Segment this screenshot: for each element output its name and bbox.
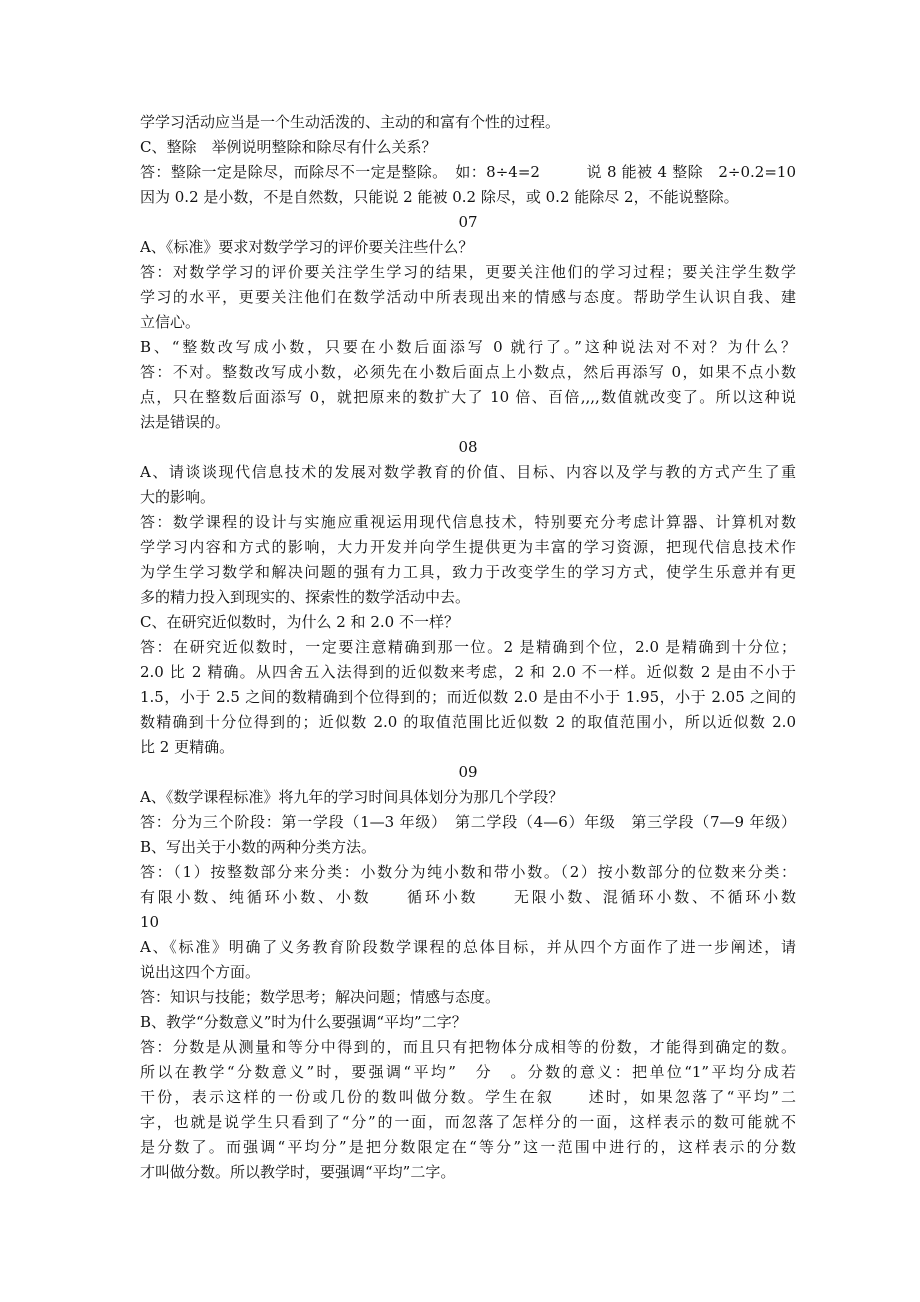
text-line: A、请谈谈现代信息技术的发展对数学教育的价值、目标、内容以及学与教的方式产生了重 — [140, 463, 796, 481]
text-line: 说出这四个方面。 — [140, 963, 261, 981]
text-line: B、教学“分数意义”时为什么要强调“平均”二字？ — [140, 1013, 467, 1031]
text-line: 大的影响。 — [140, 488, 216, 506]
text-line: 是分数了。而强调“平均分”是把分数限定在“等分”这一范围中进行的，这样表示的分数 — [140, 1138, 796, 1156]
section-number: 10 — [140, 913, 160, 931]
text-line: 多的精力投入到现实的、探索性的数学活动中去。 — [140, 588, 471, 606]
text-line: 数精确到十分位得到的；近似数 2.0 的取值范围比近似数 2 的取值范围小，所以近似数 2.0 — [140, 713, 796, 731]
text-line: 有限小数、纯循环小数、小数 循环小数 无限小数、混循环小数、不循环小数 — [140, 888, 796, 906]
text-line: A、《标准》要求对数学学习的评价要关注些什么？ — [140, 238, 474, 256]
document-page — [140, 110, 796, 1185]
text-line: 比 2 更精确。 — [140, 738, 235, 756]
text-line: A、《数学课程标准》将九年的学习时间具体划分为那几个学段？ — [140, 788, 564, 806]
section-number: 07 — [458, 213, 478, 231]
text-line: 答：分为三个阶段：第一学段（1—3 年级） 第二学段（4—6）年级 第三学段（7—9 年级） — [140, 813, 796, 831]
text-line: 答：整除一定是除尽，而除尽不一定是整除。 如：8÷4=2 说 8 能被 4 整除 2÷0.2=10 — [140, 163, 796, 181]
text-line: 立信心。 — [140, 313, 201, 331]
text-line: 1.5，小于 2.5 之间的数精确到个位得到的；而近似数 2.0 是由不小于 1.95，小于 2.05 之间的 — [140, 688, 796, 706]
text-line: 答：（1）按整数部分来分类：小数分为纯小数和带小数。（2）按小数部分的位数来分类： — [140, 863, 796, 881]
section-number: 08 — [458, 438, 478, 456]
text-line: A、《标准》明确了义务教育阶段数学课程的总体目标，并从四个方面作了进一步阐述，请 — [140, 938, 796, 956]
text-line: 学学习活动应当是一个生动活泼的、主动的和富有个性的过程。 — [140, 113, 561, 131]
text-line: 学习的水平，更要关注他们在数学活动中所表现出来的情感与态度。帮助学生认识自我、建 — [140, 288, 796, 306]
text-line: C、整除 举例说明整除和除尽有什么关系？ — [140, 138, 437, 156]
document-body — [140, 110, 796, 1185]
text-line: 才叫做分数。所以教学时，要强调“平均”二字。 — [140, 1163, 456, 1181]
text-line: 答：知识与技能；数学思考；解决问题；情感与态度。 — [140, 988, 501, 1006]
text-line: 答：数学课程的设计与实施应重视运用现代信息技术，特别要充分考虑计算器、计算机对数 — [140, 513, 796, 531]
text-line: 法是错误的。 — [140, 413, 231, 431]
text-line: 答：在研究近似数时，一定要注意精确到那一位。2 是精确到个位，2.0 是精确到十分位； — [140, 638, 796, 656]
text-line: 答：不对。整数改写成小数，必须先在小数后面点上小数点，然后再添写 0，如果不点小数 — [140, 363, 796, 381]
text-line: 因为 0.2 是小数，不是自然数，只能说 2 能被 0.2 除尽，或 0.2 能除尽 2，不能说整除。 — [140, 188, 739, 206]
text-line: 点，只在整数后面添写 0，就把原来的数扩大了 10 倍、百倍,,,,数值就改变了。所以这种说 — [140, 388, 796, 406]
text-line: 所以在教学“分数意义”时，要强调“平均” 分 。分数的意义：把单位“1”平均分成若 — [140, 1063, 796, 1081]
section-number: 09 — [458, 763, 478, 781]
text-line: 字，也就是说学生只看到了“分”的一面，而忽落了怎样分的一面，这样表示的数可能就不 — [140, 1113, 796, 1131]
text-line: B、“整数改写成小数，只要在小数后面添写 0 就行了。”这种说法对不对？为什么？ — [140, 338, 796, 356]
text-line: 为学生学习数学和解决问题的强有力工具，致力于改变学生的学习方式，使学生乐意并有更 — [140, 563, 796, 581]
text-line: 答：对数学学习的评价要关注学生学习的结果，更要关注他们的学习过程；要关注学生数学 — [140, 263, 796, 281]
text-line: 2.0 比 2 精确。从四舍五入法得到的近似数来考虑，2 和 2.0 不一样。近似数 2 是由不小于 — [140, 663, 796, 681]
text-line: 干份，表示这样的一份或几份的数叫做分数。学生在叙 述时，如果忽落了“平均”二 — [140, 1088, 796, 1106]
text-line: C、在研究近似数时，为什么 2 和 2.0 不一样？ — [140, 613, 459, 631]
text-line: B、写出关于小数的两种分类方法。 — [140, 838, 377, 856]
text-line: 答：分数是从测量和等分中得到的，而且只有把物体分成相等的份数，才能得到确定的数。 — [140, 1038, 796, 1056]
text-line: 学学习内容和方式的影响，大力开发并向学生提供更为丰富的学习资源，把现代信息技术作 — [140, 538, 796, 556]
